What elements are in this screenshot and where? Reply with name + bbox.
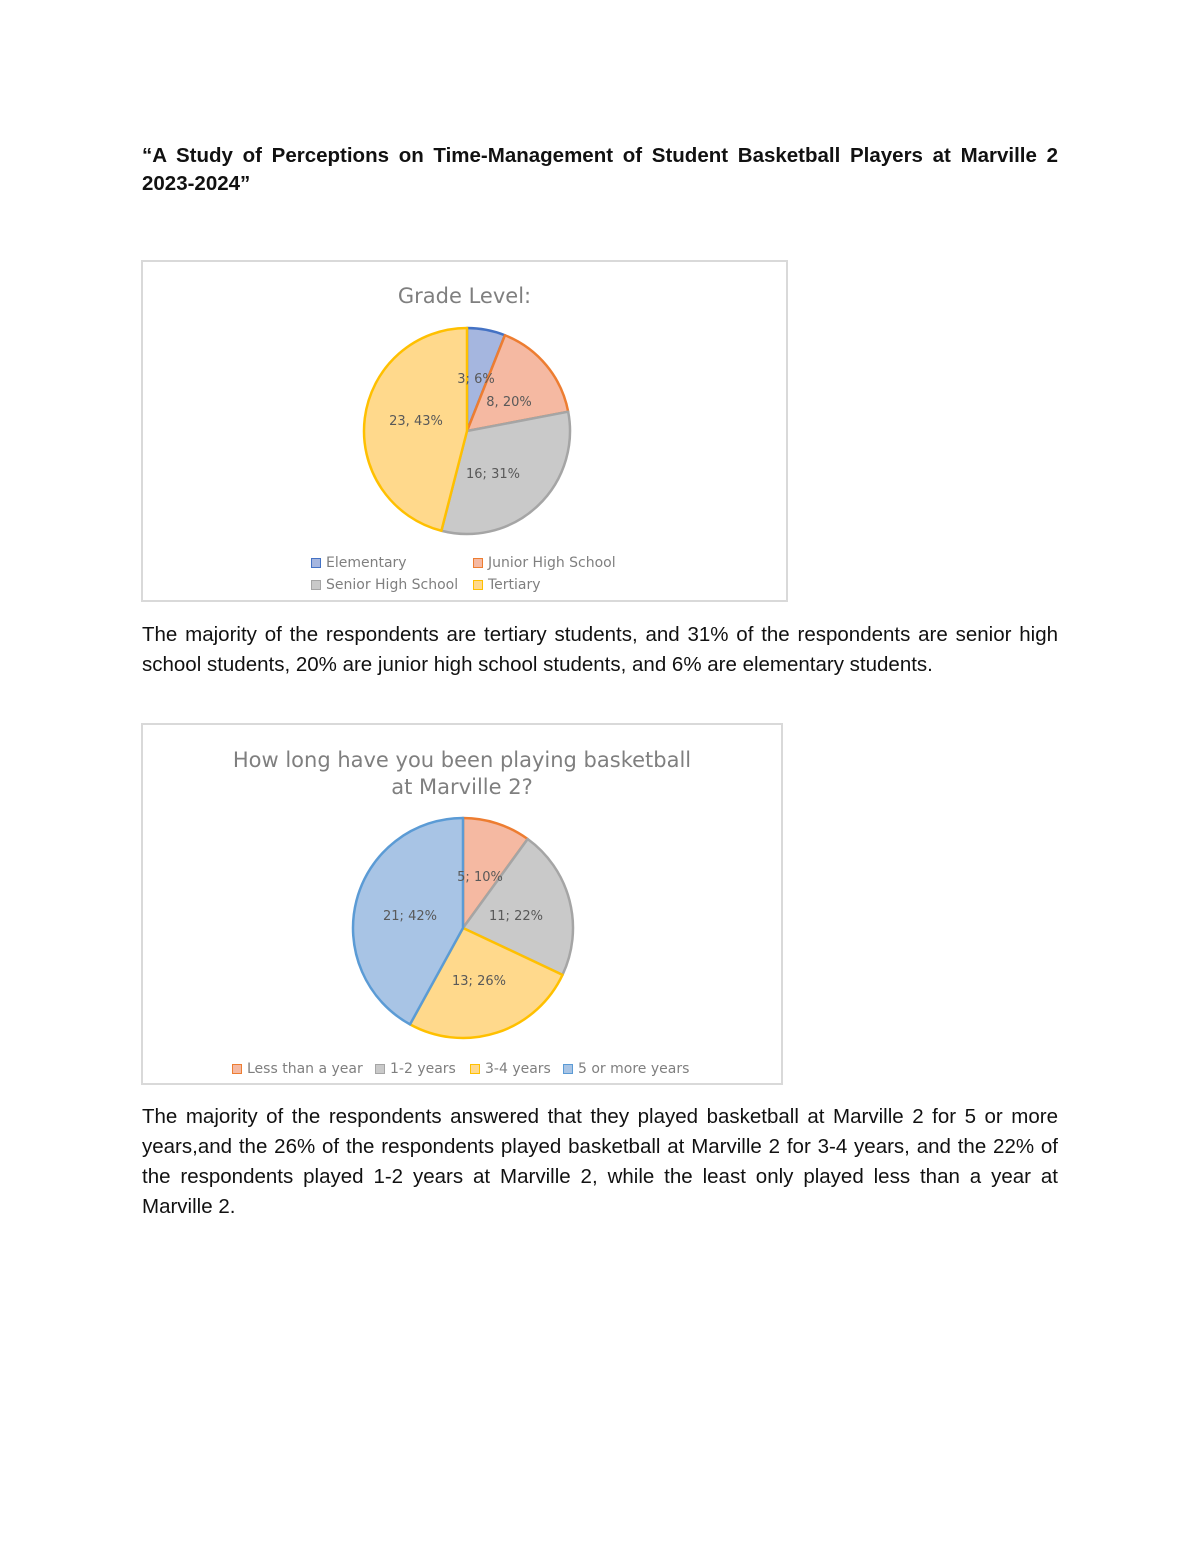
legend-item-1-2-years: [375, 1061, 456, 1077]
legend-item-tertiary: [473, 577, 541, 593]
legend-item-3-4-years: [470, 1061, 551, 1077]
legend-swatch: [311, 558, 321, 568]
legend-label: Tertiary: [488, 577, 541, 593]
years-playing-chart: [141, 723, 783, 1085]
legend-item-elementary: [311, 555, 407, 571]
legend-swatch: [232, 1064, 242, 1074]
legend-item-senior-high: [311, 577, 458, 593]
legend-swatch: [473, 580, 483, 590]
data-label: 11; 22%: [489, 909, 543, 924]
grade-level-chart: [141, 260, 788, 602]
data-label: 5; 10%: [457, 870, 503, 885]
data-label: 8, 20%: [486, 395, 532, 410]
data-label: 3; 6%: [457, 372, 495, 387]
document-title: “A Study of Perceptions on Time-Management of Student Basketball Players at Marville 2 2023-2024”: [142, 144, 1058, 195]
data-label: 21; 42%: [383, 909, 437, 924]
chart-legend: [143, 262, 786, 600]
legend-label: 1-2 years: [390, 1061, 456, 1077]
paragraph-years-playing: The majority of the respondents answered that they played basketball at Marville 2 for 5 or more years,and the 26% of the respondents played basketball at Marville 2 for 3-4 years, and the 22% of the respondents played 1-2 years at Marville 2, while the least only played less than a year at Marville 2.: [142, 1105, 1058, 1218]
legend-swatch: [470, 1064, 480, 1074]
legend-swatch: [473, 558, 483, 568]
legend-item-junior-high: [473, 555, 616, 571]
legend-item-less-than-year: [232, 1061, 363, 1077]
chart-legend: [143, 725, 781, 1083]
chart-title-line-2: at Marville 2?: [391, 775, 533, 799]
legend-label: 5 or more years: [578, 1061, 690, 1077]
legend-label: Elementary: [326, 555, 407, 571]
legend-swatch: [311, 580, 321, 590]
legend-swatch: [563, 1064, 573, 1074]
data-label: 13; 26%: [452, 974, 506, 989]
legend-label: 3-4 years: [485, 1061, 551, 1077]
chart-title: Grade Level:: [397, 284, 532, 308]
paragraph-grade-level: The majority of the respondents are tertiary students, and 31% of the respondents are senior high school students, 20% are junior high school students, and 6% are elementary students.: [142, 623, 1058, 676]
legend-label: Less than a year: [247, 1061, 363, 1077]
data-label: 23, 43%: [389, 414, 443, 429]
legend-label: Senior High School: [326, 577, 459, 593]
legend-swatch: [375, 1064, 385, 1074]
legend-label: Junior High School: [488, 555, 616, 571]
legend-item-5-or-more: [563, 1061, 689, 1077]
chart-title-line-1: How long have you been playing basketball: [232, 748, 692, 772]
data-label: 16; 31%: [466, 467, 520, 482]
